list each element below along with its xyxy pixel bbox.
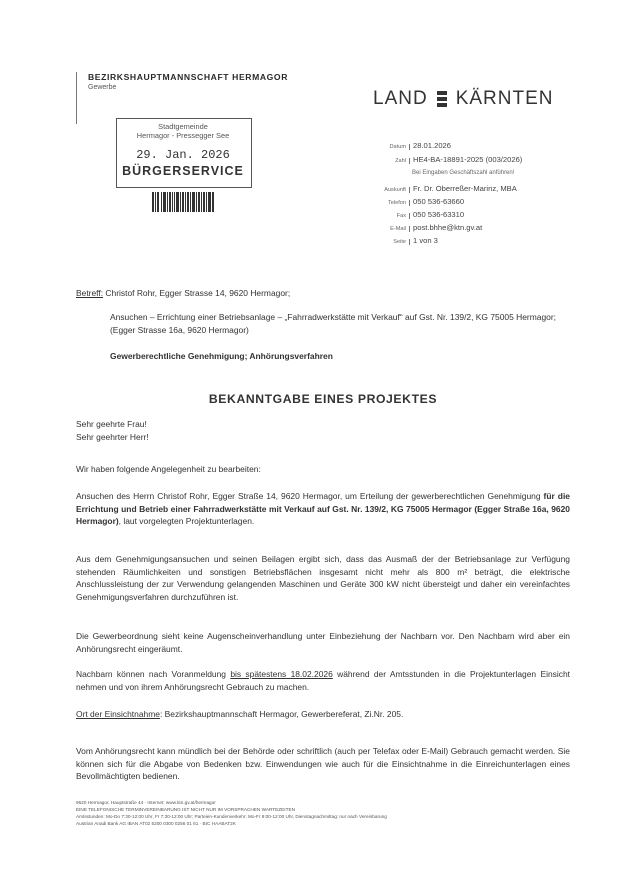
- paragraph-application-bold: für die Errichtung und Betrieb einer Fahrradwerkstätte mit Verkauf auf Gst. Nr. 139/2, KG 75005 Hermagor (Egger Straße 16a, 9620 Hermagor): [76, 491, 570, 527]
- logo-text-left: LAND: [373, 88, 428, 109]
- info-telefon-value: 050 536-63660: [413, 197, 465, 206]
- stamp-line-1: Stadtgemeinde: [158, 122, 208, 131]
- page-title: BEKANNTGABE EINES PROJEKTES: [208, 392, 438, 406]
- info-fax-value: 050 536-63310: [413, 210, 465, 219]
- footer-bank: Austrian Anadi Bank AG IBAN AT02 5200 0300 0256 01 61 · BIC HAABAT2K: [76, 821, 236, 826]
- info-seite-label: Seite: [372, 239, 410, 245]
- stamp-line-2: Hermagor - Pressegger See: [136, 131, 230, 140]
- stamp-date: 29. Jan. 2026: [136, 148, 230, 162]
- info-zahl-note: Bei Eingaben Geschäftszahl anführen!: [412, 170, 515, 176]
- info-datum: [372, 139, 451, 150]
- info-auskunft: [372, 182, 517, 193]
- stamp-service: BÜRGERSERVICE: [122, 164, 244, 178]
- authority-department: Gewerbe: [88, 84, 117, 91]
- deadline-date: bis spätestens 18.02.2026: [230, 669, 333, 679]
- info-email-value: post.bhhe@ktn.gv.at: [413, 223, 483, 232]
- subject-heading: Gewerberechtliche Genehmigung; Anhörungsverfahren: [110, 351, 333, 361]
- info-auskunft-label: Auskunft: [372, 187, 410, 193]
- paragraph-deadline: [76, 668, 570, 693]
- subject-text: Christof Rohr, Egger Strasse 14, 9620 Hermagor;: [105, 288, 291, 298]
- inspection-location-label: Ort der Einsichtnahme: [76, 709, 160, 719]
- subject-line: [76, 287, 570, 300]
- land-kaernten-logo: [373, 88, 553, 110]
- paragraph-deadline-start: Nachbarn können nach Voranmeldung: [76, 669, 231, 679]
- info-zahl: [372, 153, 522, 164]
- info-auskunft-value: Fr. Dr. Oberreßer-Marinz, MBA: [413, 184, 517, 193]
- info-zahl-label: Zahl: [372, 158, 410, 164]
- footer-address: 9620 Hermagor, Hauptstraße 44 · Internet: www.ktn.gv.at/hermagor: [76, 800, 216, 805]
- info-email-label: E-Mail: [372, 226, 410, 232]
- inspection-location-text: : Bezirkshauptmannschaft Hermagor, Gewerbereferat, Zi.Nr. 205.: [159, 709, 404, 719]
- info-email: [372, 221, 482, 232]
- paragraph-deadline-end: während der Amtsstunden in die Projektunterlagen Einsicht nehmen und von ihrem Anhörungsrecht Gebrauch zu machen.: [76, 669, 570, 692]
- footer-notice: EINE TELEFONISCHE TERMINVEREINBARUNG IST NICHT NUR IM VORSPRACHEN WARTEZEITEN: [76, 807, 295, 812]
- paragraph-hearing-right: Die Gewerbeordnung sieht keine Augenscheinverhandlung unter Einbeziehung der Nachbarn vor. Den Nachbarn wird aber ein Anhörungsrecht eingeräumt.: [76, 631, 570, 654]
- subject-label: Betreff:: [76, 288, 104, 298]
- info-telefon: [372, 195, 464, 206]
- logo-mark-icon: [437, 91, 447, 107]
- info-datum-label: Datum: [372, 144, 410, 150]
- salutation-male: Sehr geehrter Herr!: [76, 432, 149, 442]
- info-seite: [372, 234, 438, 245]
- paragraph-application-end: , laut vorgelegten Projektunterlagen.: [118, 516, 255, 527]
- inspection-location: [76, 708, 570, 721]
- info-seite-value: 1 von 3: [413, 236, 438, 245]
- info-telefon-label: Telefon: [372, 200, 410, 206]
- fold-mark: [76, 72, 77, 124]
- application-line: Ansuchen – Errichtung einer Betriebsanlage – „Fahrradwerkstätte mit Verkauf“ auf Gst. Nr. 139/2, KG 75005 Hermagor; (Egger Strasse 16a, 9620 Hermagor): [110, 312, 557, 335]
- footer-office-hours: Amtsstunden: Mo-Do 7:30-12:00 Uhr, Fr 7:30-12:00 Uhr; Parteien-Kundenverkehr: Mo-Fr 8:00-12:00 Uhr, Dienstagnachmittag: nur nach Vereinbarung: [76, 814, 387, 819]
- intro-text: Wir haben folgende Angelegenheit zu bearbeiten:: [76, 464, 261, 474]
- info-fax-label: Fax: [372, 213, 410, 219]
- salutation-female: Sehr geehrte Frau!: [76, 419, 147, 429]
- info-zahl-value: HE4-BA-18891-2025 (003/2026): [413, 155, 523, 164]
- paragraph-objections: Vom Anhörungsrecht kann mündlich bei der Behörde oder schriftlich (auch per Telefax oder E-Mail) Gebrauch gemacht werden. Sie können sich für die Abgabe von Bedenken bzw. Einwendungen wie auch für die Einsichtnahme in die Einreichunterlagen eines Bevollmächtigten bedienen.: [76, 746, 570, 782]
- paragraph-simplified-procedure: Aus dem Genehmigungsansuchen und seinen Beilagen ergibt sich, dass das Ausmaß der der Betriebsanlage zur Verfügung stehenden Räumlichkeiten und sonstigen Betriebsflächen insgesamt nicht mehr als 800 m² beträgt, die elektrische Anschlussleistung der zur Verwendung gelangenden Maschinen und Geräte 300 kW nicht übersteigt und daher ein vereinfachtes Genehmigungsverfahren durchzuführen ist.: [76, 554, 570, 602]
- barcode: [152, 192, 214, 212]
- paragraph-application: [76, 490, 570, 528]
- paragraph-application-start: Ansuchen des Herrn Christof Rohr, Egger Straße 14, 9620 Hermagor, um Erteilung der gewerberechtlichen Genehmigung: [76, 491, 544, 501]
- info-fax: [372, 208, 464, 219]
- info-datum-value: 28.01.2026: [413, 141, 452, 150]
- authority-name: BEZIRKSHAUPTMANNSCHAFT HERMAGOR: [88, 72, 289, 82]
- logo-text-right: KÄRNTEN: [455, 88, 554, 109]
